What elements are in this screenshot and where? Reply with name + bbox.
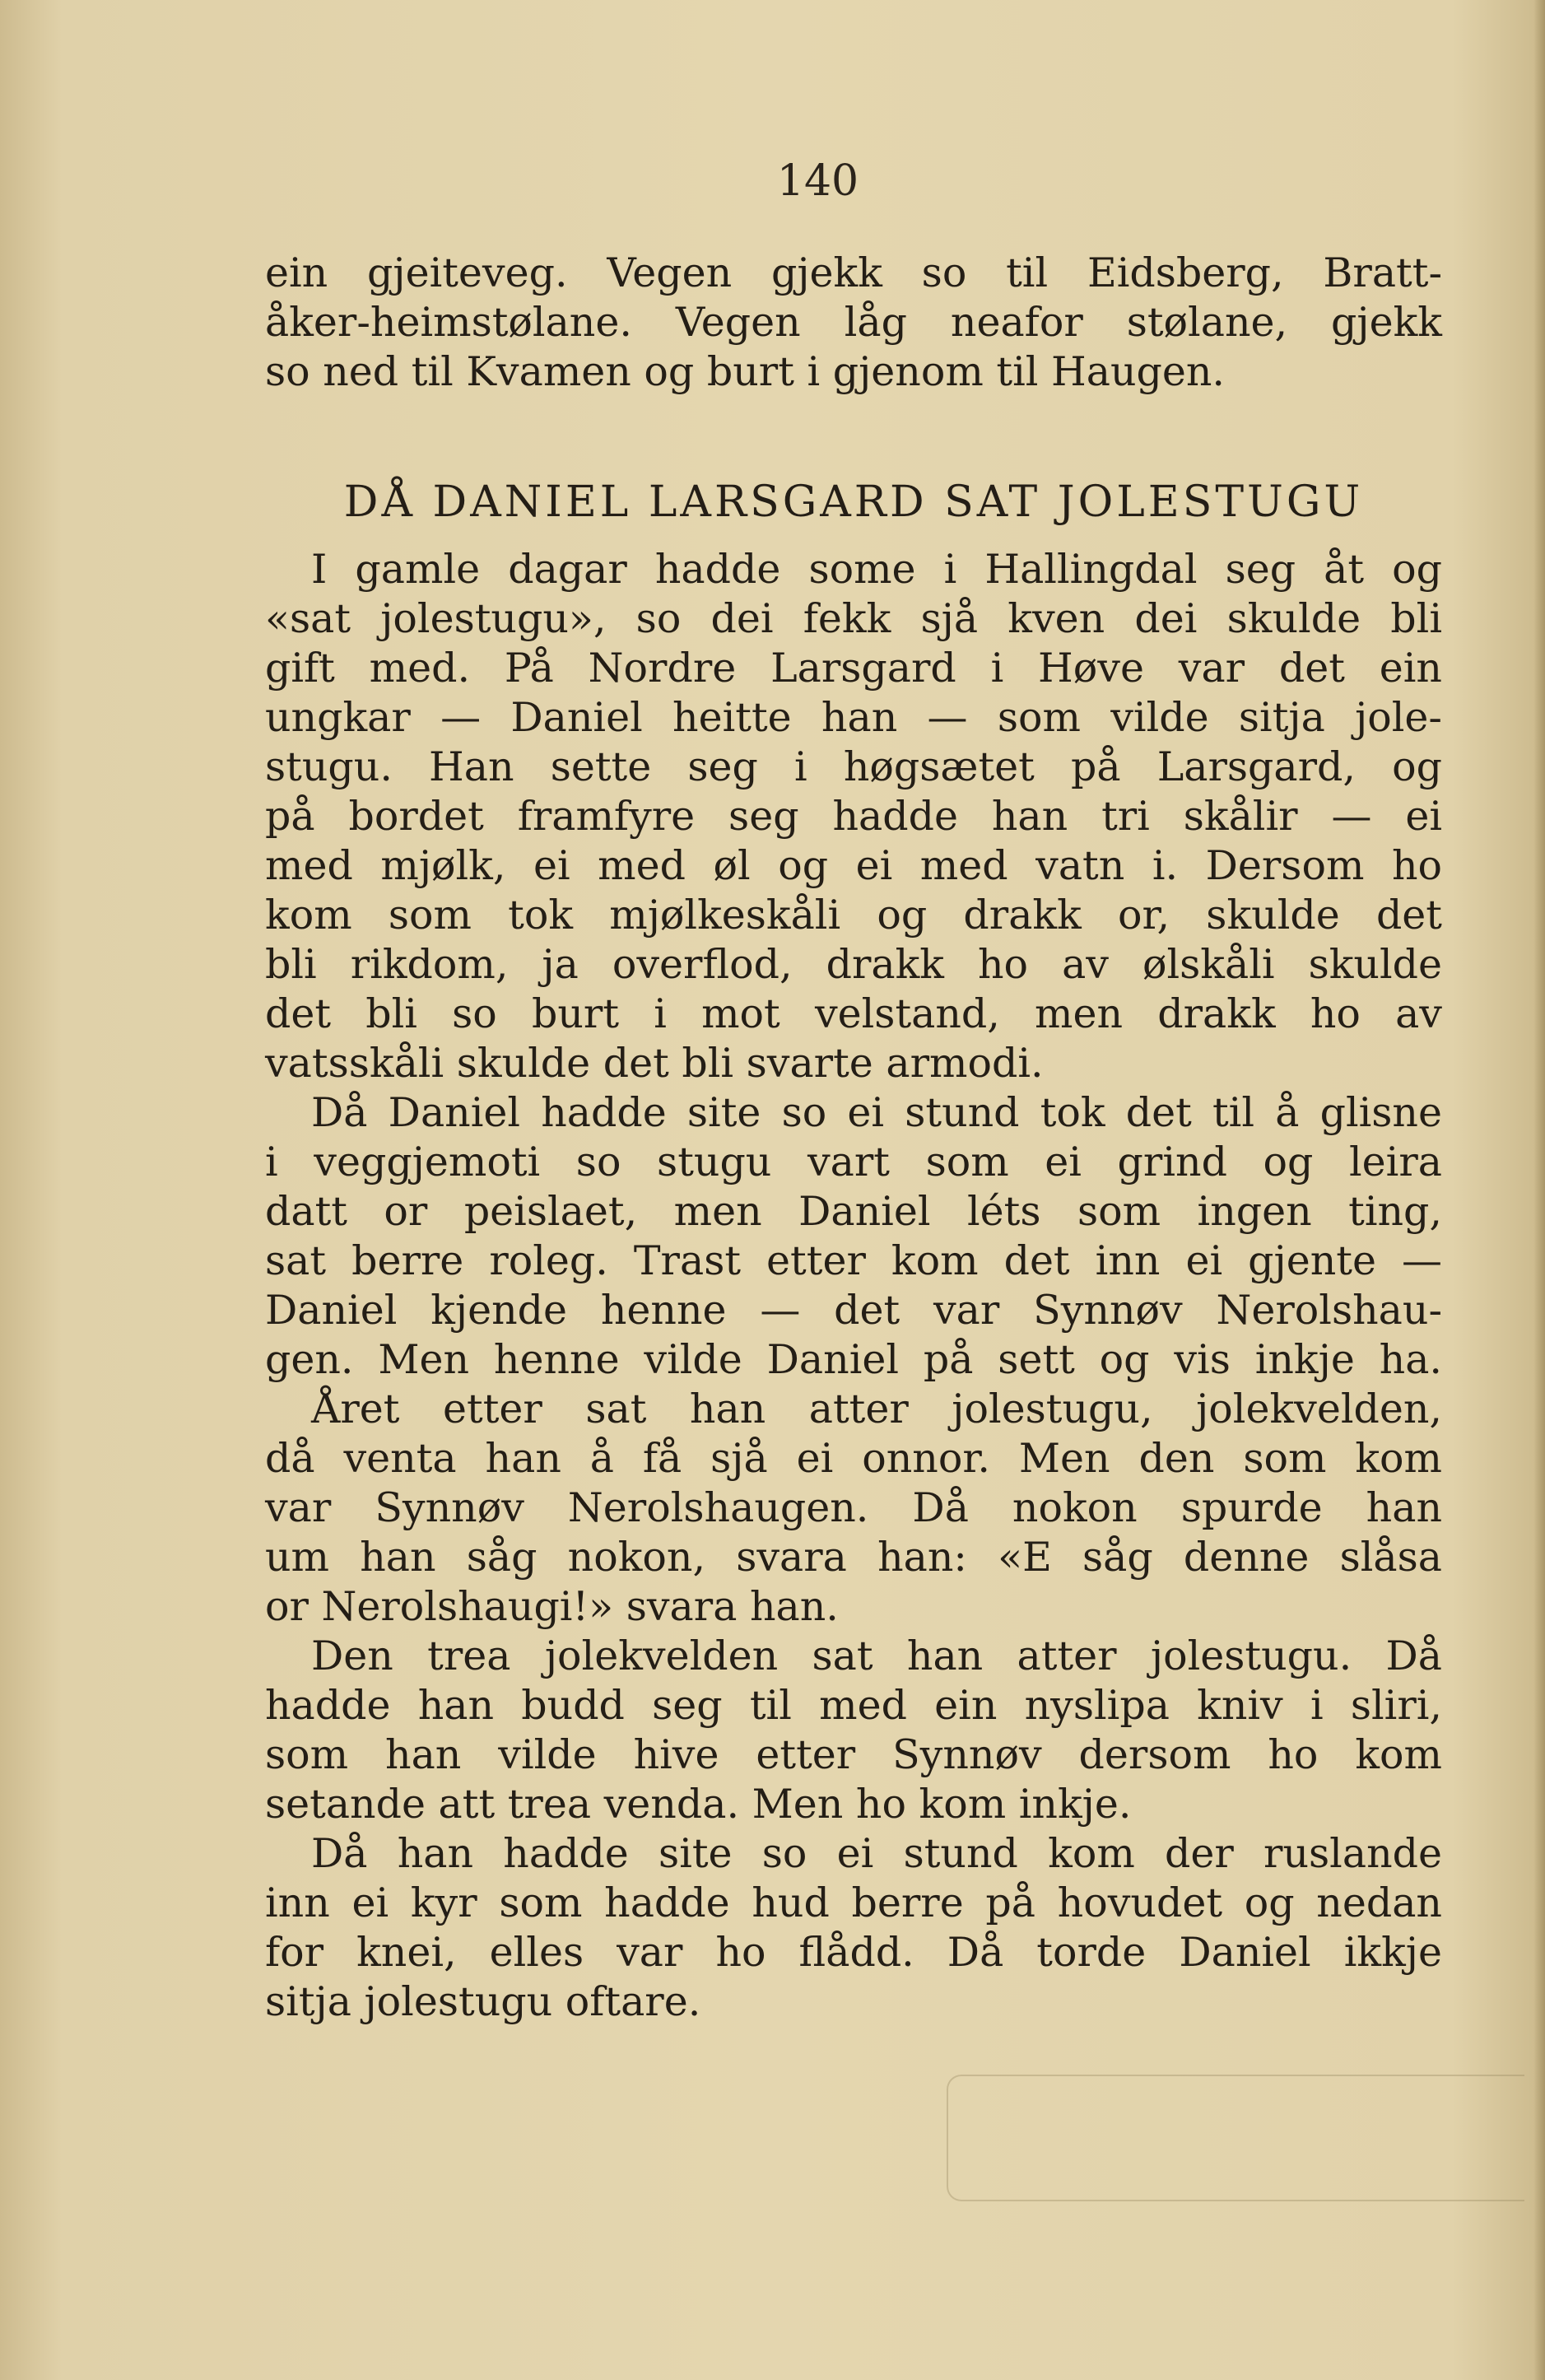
paragraph-line: Då Daniel hadde site so ei stund tok det til å glisne [311,1089,1442,1136]
paragraph-line: Den trea jolekvelden sat han atter jolestugu. Då [311,1632,1442,1679]
page-edge-shadow [1533,0,1545,2380]
intro-line: åker-heimstølane. Vegen låg neafor stølane, gjekk [265,299,1442,346]
text-block [265,249,1442,2027]
paragraph-line: det bli so burt i mot velstand, men drakk ho av [265,990,1442,1037]
paragraph-line: i veggjemoti so stugu vart som ei grind og leira [265,1139,1442,1185]
paragraph-line: «sat jolestugu», so dei fekk sjå kven dei skulde bli [265,595,1442,642]
paragraph-line: stugu. Han sette seg i høgsætet på Larsgard, og [265,743,1442,790]
paragraph-line: Då han hadde site so ei stund kom der ruslande [311,1830,1442,1877]
paragraph-line: gen. Men henne vilde Daniel på sett og vis inkje ha. [265,1336,1442,1383]
paragraph-line: Daniel kjende henne — det var Synnøv Nerolshau- [265,1287,1442,1334]
paragraph-line: for knei, elles var ho flådd. Då torde Daniel ikkje [265,1929,1442,1976]
intro-line: ein gjeiteveg. Vegen gjekk so til Eidsberg, Bratt- [265,249,1442,296]
paragraph-line: datt or peislaet, men Daniel léts som ingen ting, [265,1188,1442,1235]
paragraph-line: setande att trea venda. Men ho kom inkje. [265,1781,1132,1828]
paragraph-line: sitja jolestugu oftare. [265,1978,701,2025]
paragraph-line: inn ei kyr som hadde hud berre på hovudet og nedan [265,1879,1442,1926]
paragraph-line: or Nerolshaugi!» svara han. [265,1583,839,1630]
paragraph-line: bli rikdom, ja overflod, drakk ho av ølskåli skulde [265,941,1442,988]
paragraph-line: vatsskåli skulde det bli svarte armodi. [265,1040,1044,1087]
paragraph-line: då venta han å få sjå ei onnor. Men den som kom [265,1435,1442,1482]
show-through-mark [947,2075,1524,2201]
paragraph-line: hadde han budd seg til med ein nyslipa kniv i sliri, [265,1682,1442,1729]
paragraph-line: ungkar — Daniel heitte han — som vilde sitja jole- [265,694,1442,741]
paragraph-line: med mjølk, ei med øl og ei med vatn i. Dersom ho [265,842,1442,889]
paragraph-line: sat berre roleg. Trast etter kom det inn ei gjente — [265,1237,1442,1284]
paragraph-line: på bordet framfyre seg hadde han tri skålir — ei [265,793,1442,840]
paragraph-line: gift med. På Nordre Larsgard i Høve var det ein [265,645,1442,692]
paragraph-line: var Synnøv Nerolshaugen. Då nokon spurde han [265,1484,1442,1531]
section-heading: DÅ DANIEL LARSGARD SAT JOLESTUGU [343,477,1364,527]
paragraph-line: I gamle dagar hadde some i Hallingdal seg åt og [311,546,1442,593]
paragraph-line: kom som tok mjølkeskåli og drakk or, skulde det [265,892,1442,938]
intro-line: so ned til Kvamen og burt i gjenom til Haugen. [265,348,1225,395]
paragraph-line: Året etter sat han atter jolestugu, jolekvelden, [311,1386,1442,1432]
page-number: 140 [776,156,859,206]
paragraph-line: som han vilde hive etter Synnøv dersom ho kom [265,1731,1442,1778]
paragraph-line: um han såg nokon, svara han: «E såg denne slåsa [265,1534,1442,1581]
